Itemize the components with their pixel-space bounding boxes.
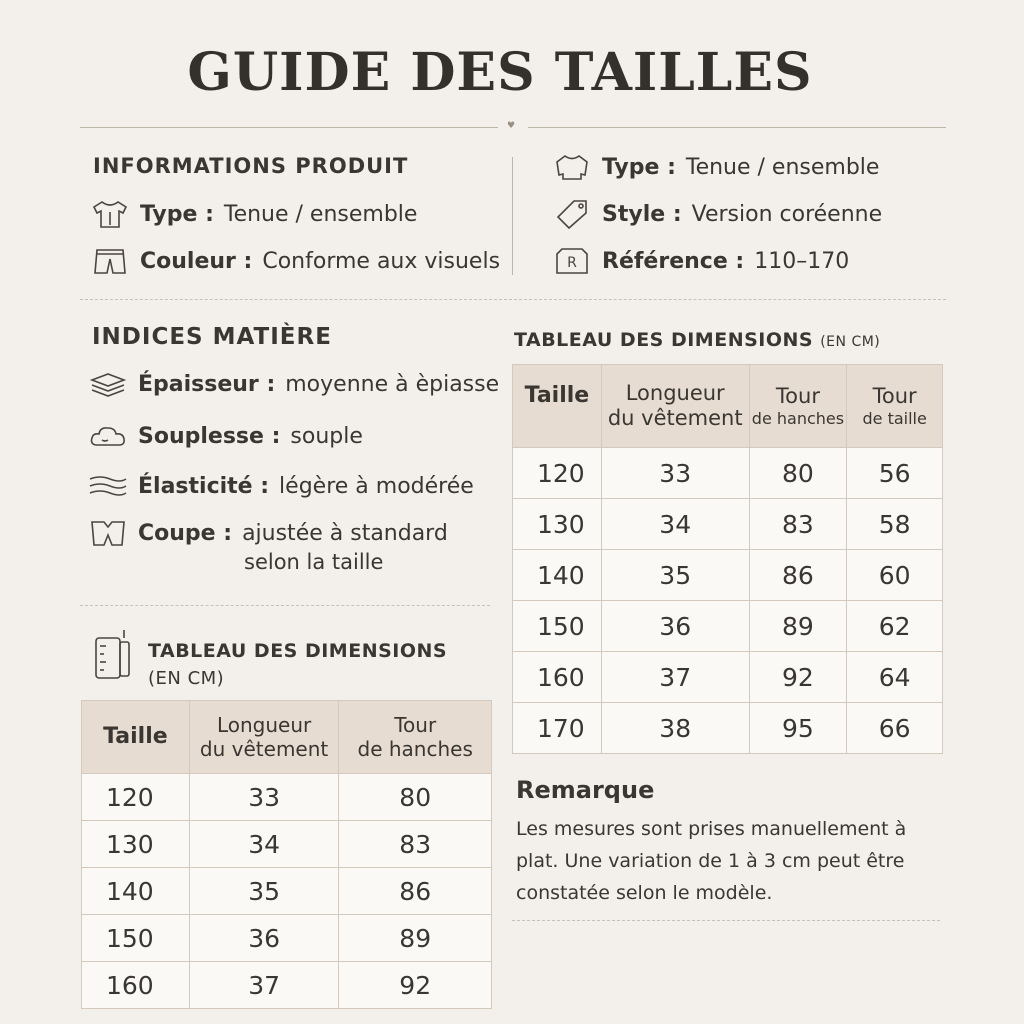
product-info-divider bbox=[512, 157, 513, 275]
svg-text:R: R bbox=[567, 255, 577, 271]
table-row: 150 36 89 bbox=[82, 915, 492, 962]
title-rule-right bbox=[528, 127, 946, 128]
table-row: 130 34 83 58 bbox=[513, 499, 943, 550]
table-row: 120 33 80 56 bbox=[513, 448, 943, 499]
remark-heading: Remarque bbox=[516, 776, 655, 804]
right-header-waist: Tour de taille bbox=[847, 365, 943, 448]
material-fit-row: Coupe : ajustée à standard bbox=[88, 517, 448, 549]
material-heading: INDICES MATIÈRE bbox=[92, 324, 332, 350]
product-color-row: Couleur : Conforme aux visuels bbox=[90, 245, 500, 277]
section-divider bbox=[80, 299, 946, 300]
right-header-size: Taille bbox=[513, 365, 602, 448]
cloud-icon bbox=[88, 420, 128, 452]
material-fit-value-line2: selon la taille bbox=[244, 550, 384, 574]
remark-text: Les mesures sont prises manuellement à plat. Une variation de 1 à 3 cm peut être constatée selon le modèle. bbox=[516, 818, 907, 904]
left-table-title: TABLEAU DES DIMENSIONS bbox=[148, 640, 448, 662]
left-header-length: Longueur du vêtement bbox=[189, 701, 339, 774]
table-row: 150 36 89 62 bbox=[513, 601, 943, 652]
tag-icon bbox=[552, 198, 592, 230]
tshirt-icon bbox=[90, 198, 130, 230]
fit-icon bbox=[88, 517, 128, 549]
left-divider bbox=[80, 605, 490, 606]
product-info-heading: INFORMATIONS PRODUIT bbox=[93, 154, 409, 178]
material-elasticity-row: Élasticité : légère à modérée bbox=[88, 470, 474, 502]
material-thickness-row: Épaisseur : moyenne à èpiasse bbox=[88, 368, 499, 400]
fabric-stretch-icon bbox=[88, 470, 128, 502]
table-row: 140 35 86 bbox=[82, 868, 492, 915]
product-type-right-row: Type : Tenue / ensemble bbox=[552, 151, 879, 183]
title-rule-left bbox=[80, 127, 498, 128]
sweater-icon bbox=[552, 151, 592, 183]
product-reference-row: R Référence : 110–170 bbox=[552, 245, 849, 277]
table-row: 160 37 92 64 bbox=[513, 652, 943, 703]
table-row: 140 35 86 60 bbox=[513, 550, 943, 601]
layers-icon bbox=[88, 368, 128, 400]
left-table-unit: (EN CM) bbox=[148, 668, 225, 689]
left-header-hips: Tour de hanches bbox=[339, 701, 492, 774]
table-row: 170 38 95 66 bbox=[513, 703, 943, 754]
remark-divider bbox=[512, 920, 940, 921]
product-type-row: Type : Tenue / ensemble bbox=[90, 198, 417, 230]
left-dimensions-table bbox=[81, 700, 492, 1009]
shorts-icon bbox=[90, 245, 130, 277]
registered-icon bbox=[552, 245, 592, 277]
material-softness-row: Souplesse : souple bbox=[88, 420, 363, 452]
page-title: GUIDE DES TAILLES bbox=[187, 42, 813, 103]
right-header-hips: Tour de hanches bbox=[749, 365, 847, 448]
measuring-tape-icon bbox=[90, 628, 132, 682]
left-header-size: Taille bbox=[82, 701, 190, 774]
table-row: 160 37 92 bbox=[82, 962, 492, 1009]
heart-icon: ♥ bbox=[507, 121, 516, 131]
product-style-row: Style : Version coréenne bbox=[552, 198, 882, 230]
right-dimensions-table bbox=[512, 364, 943, 754]
table-row: 120 33 80 bbox=[82, 774, 492, 821]
right-header-length: Longueur du vêtement bbox=[601, 365, 749, 448]
right-table-title: TABLEAU DES DIMENSIONS (EN CM) bbox=[514, 329, 881, 351]
table-row: 130 34 83 bbox=[82, 821, 492, 868]
